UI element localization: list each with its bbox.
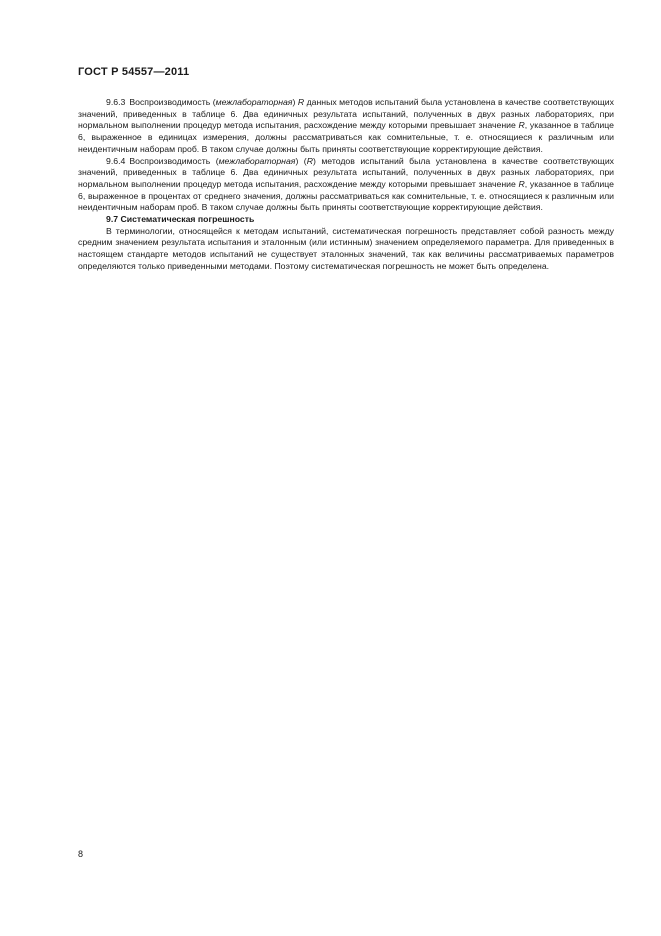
- document-code: ГОСТ Р 54557—2011: [78, 66, 190, 78]
- text-segment: ): [292, 97, 298, 107]
- text-segment: Воспроизводимость (: [129, 97, 216, 107]
- italic-symbol: R: [297, 97, 305, 107]
- clause-number: 9.6.4: [106, 155, 126, 166]
- text-segment: ) (: [295, 155, 307, 166]
- section-heading-9-7: 9.7 Систематическая погрешность: [106, 214, 255, 225]
- text-segment: , указанное в таблице 6, выраженное в процентах от среднего значения, должны рассматриваться как сомнительные, т. е. относящиеся к различным или неидентичным наборам проб. В таком случае должны быть приняты соответствующие корректирующие действия.: [78, 178, 614, 213]
- paragraph-9-7: В терминологии, относящейся к методам испытаний, систематическая погрешность представляет собой разность между средним значением результата испытания и эталонным (или истинным) значением определяемого параметра. Для приведенных в настоящем стандарте методов испытаний не существует эталонных значений, так как величины рассматриваемых параметров определяются только приведенными методами. Поэтому систематическая погрешность не может быть определена.: [78, 225, 614, 271]
- text-segment: данных методов испытаний была установлена в качестве соответствующих значений, приведенных в таблице 6. Два единичных результата испытаний, полученных в двух разных лабораториях, при нормальном выполнении процедур метода испытания, расхождение между которыми превышает значение: [78, 97, 614, 131]
- paragraph-9-6-4: [78, 156, 614, 215]
- italic-term: межлабораторная: [218, 155, 296, 166]
- paragraph-9-6-3: [78, 97, 614, 156]
- text-segment: , указанное в таблице 6, выраженное в единицах измерения, должны рассматриваться как сомнительные, т. е. относящиеся к различным или неидентичным наборам проб. В таком случае должны быть приняты соответствующие корректирующие действия.: [78, 120, 614, 154]
- italic-symbol: R: [518, 178, 525, 189]
- italic-symbol: R: [306, 155, 313, 166]
- clause-number: 9.6.3: [106, 97, 126, 107]
- page-number: 8: [78, 849, 84, 859]
- italic-symbol: R: [518, 120, 525, 131]
- text-segment: ) методов испытаний была установлена в качестве соответствующих значений, приведенных в таблице 6. Два единичных результата испытаний, полученных в двух разных лабораториях, при нормальном выполнении процедур метода испытания, расхождение между которыми превышает значение: [78, 155, 615, 189]
- italic-term: межлабораторная: [215, 97, 293, 107]
- text-segment: Воспроизводимость (: [129, 155, 219, 166]
- document-body: [78, 97, 614, 273]
